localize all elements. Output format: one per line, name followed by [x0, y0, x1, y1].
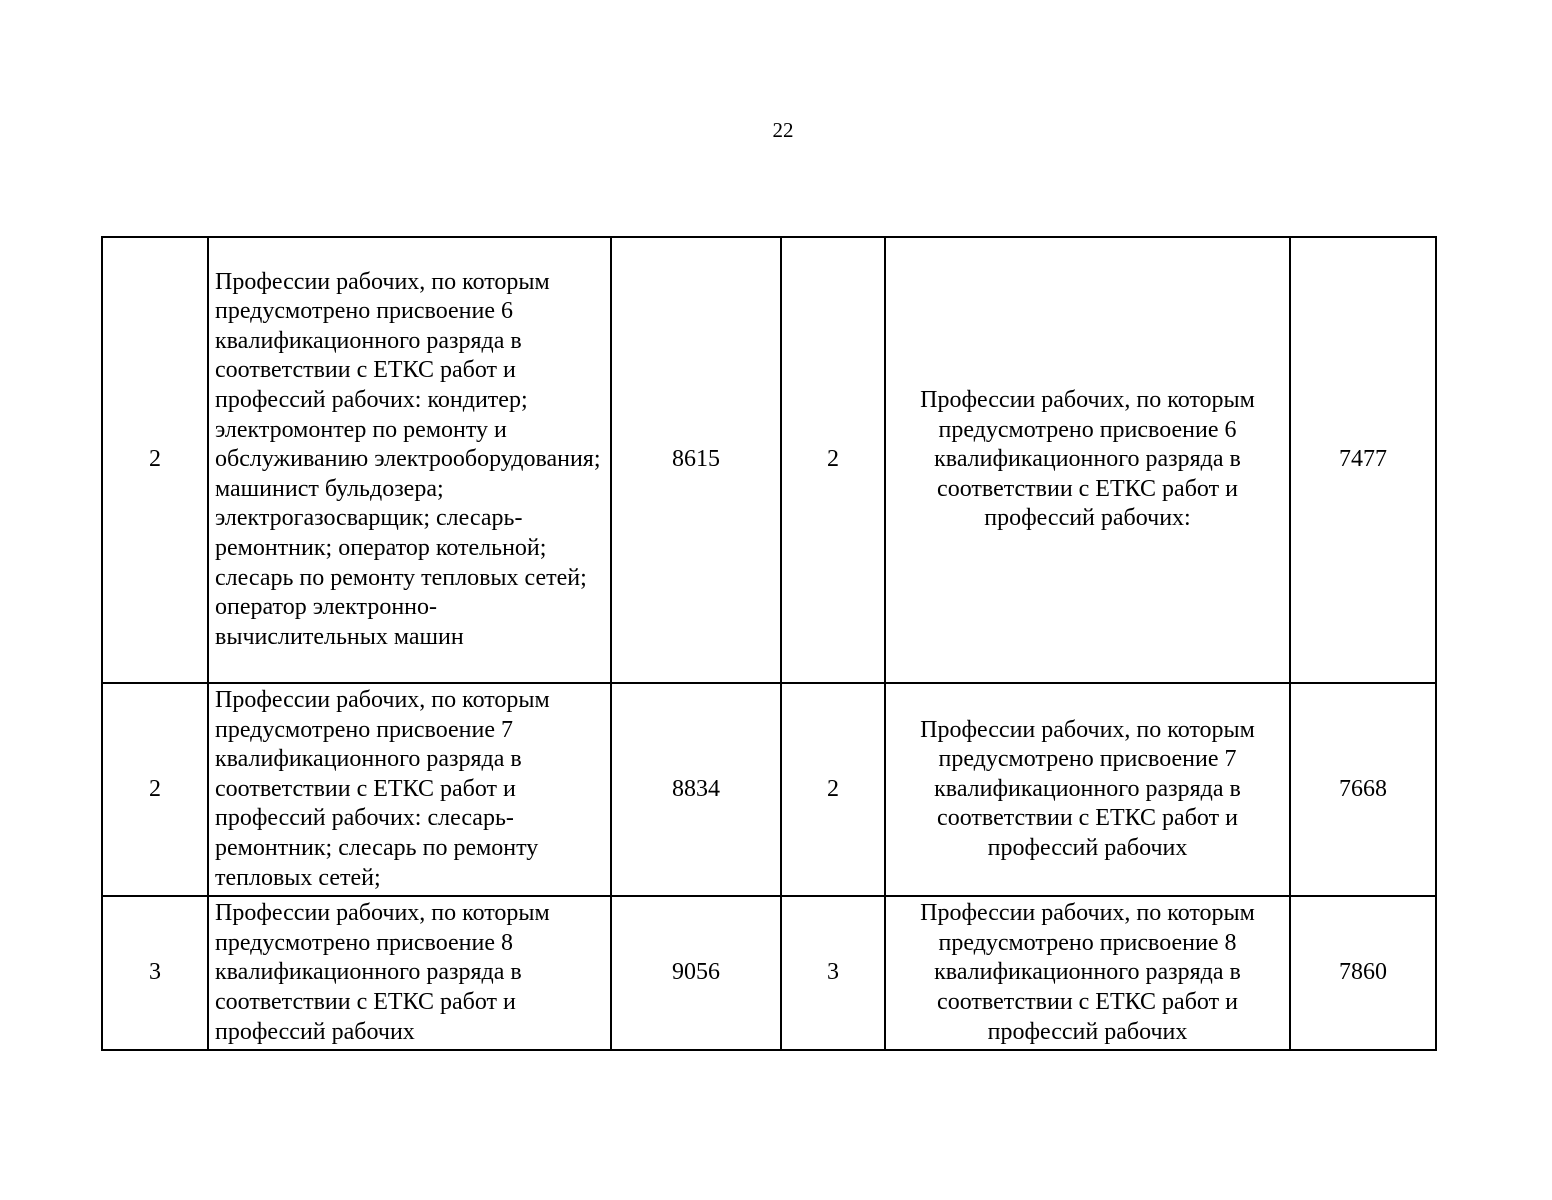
- qualification-level-new: 2: [781, 237, 885, 683]
- qualification-level-new: 2: [781, 683, 885, 896]
- profession-description-old: Профессии рабочих, по которым предусмотрено присвоение 7 квалификационного разряда в соответствии с ЕТКС работ и профессий рабочих: слесарь-ремонтник; слесарь по ремонту тепловых сетей;: [208, 683, 611, 896]
- table-row: [102, 896, 1436, 1050]
- salary-old: 8834: [611, 683, 781, 896]
- table-row: [102, 683, 1436, 896]
- qualification-level-old: 2: [102, 237, 208, 683]
- profession-description-old: Профессии рабочих, по которым предусмотрено присвоение 8 квалификационного разряда в соответствии с ЕТКС работ и профессий рабочих: [208, 896, 611, 1050]
- profession-description-new: Профессии рабочих, по которым предусмотрено присвоение 8 квалификационного разряда в соответствии с ЕТКС работ и профессий рабочих: [885, 896, 1290, 1050]
- table-row: [102, 237, 1436, 683]
- qualification-level-old: 2: [102, 683, 208, 896]
- qualification-level-new: 3: [781, 896, 885, 1050]
- profession-description-new: Профессии рабочих, по которым предусмотрено присвоение 6 квалификационного разряда в соответствии с ЕТКС работ и профессий рабочих:: [885, 237, 1290, 683]
- salary-old: 9056: [611, 896, 781, 1050]
- salary-new: 7860: [1290, 896, 1436, 1050]
- salary-new: 7477: [1290, 237, 1436, 683]
- salary-new: 7668: [1290, 683, 1436, 896]
- profession-description-new: Профессии рабочих, по которым предусмотрено присвоение 7 квалификационного разряда в соответствии с ЕТКС работ и профессий рабочих: [885, 683, 1290, 896]
- salary-old: 8615: [611, 237, 781, 683]
- salary-table: [101, 236, 1437, 1051]
- page-number: 22: [772, 118, 794, 142]
- profession-description-old: Профессии рабочих, по которым предусмотрено присвоение 6 квалификационного разряда в соответствии с ЕТКС работ и профессий рабочих: кондитер; электромонтер по ремонту и обслуживанию электрооборудования; машинист бульдозера; электрогазосварщик; слесарь-ремонтник; оператор котельной; слесарь по ремонту тепловых сетей; оператор электронно-вычислительных машин: [208, 237, 611, 683]
- qualification-level-old: 3: [102, 896, 208, 1050]
